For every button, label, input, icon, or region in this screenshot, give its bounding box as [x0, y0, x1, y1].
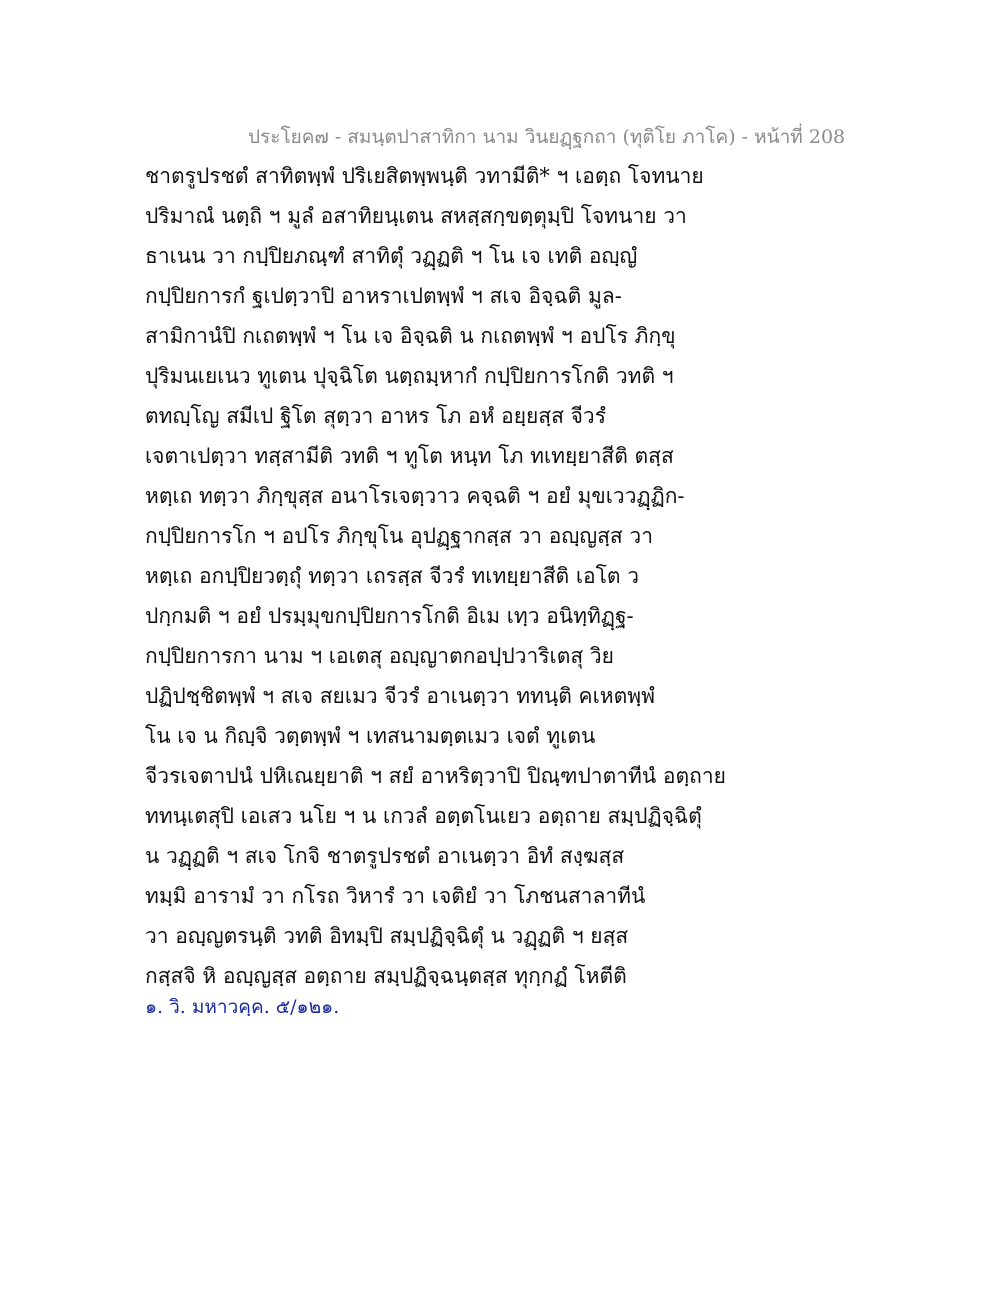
text-line: เจตาเปตฺวา ทสฺสามีติ วทติ ฯ ทูโต หนฺท โภ ทเทยฺยาสีติ ตสฺส: [145, 444, 674, 468]
text-line: กปฺปิยการกา นาม ฯ เอเตสุ อญฺญาตกอปฺปวาริเตสุ วิย: [145, 644, 614, 668]
text-line: ททนฺเตสุปิ เอเสว นโย ฯ น เกวลํ อตฺตโนเยว อตฺถาย สมฺปฏิจฺฉิตุํ: [145, 804, 702, 828]
text-line: หตฺเถ อกปฺปิยวตฺถุํ ทตฺวา เถรสฺส จีวรํ ทเทยฺยาสีติ เอโต ว: [145, 564, 640, 588]
text-line: ปริมาณํ นตฺถิ ฯ มูลํ อสาทิยนฺเตน สหสฺสกฺขตฺตุมฺปิ โจทนาย วา: [145, 204, 687, 228]
text-line: ปฏิปชฺชิตพฺพํ ฯ สเจ สยเมว จีวรํ อาเนตฺวา ททนฺติ คเหตพฺพํ: [145, 684, 655, 708]
text-line: ปกฺกมติ ฯ อยํ ปรมฺมุขกปฺปิยการโกติ อิเม เทฺว อนิทฺทิฏฺฐ-: [145, 604, 634, 628]
text-line: สามิกานํปิ กเถตพฺพํ ฯ โน เจ อิจฺฉติ น กเถตพฺพํ ฯ อปโร ภิกฺขุ: [145, 324, 676, 348]
text-line: ปุริมนเยเนว ทูเตน ปุจฺฉิโต นตฺถมฺหากํ กปฺปิยการโกติ วทติ ฯ: [145, 364, 674, 388]
page-header: ประโยค๗ - สมนฺตปาสาทิกา นาม วินยฏฺฐกถา (ทุติโย ภาโค) - หน้าที่ 208: [248, 126, 846, 148]
text-line: กปฺปิยการกํ ฐเปตฺวาปิ อาหราเปตพฺพํ ฯ สเจ อิจฺฉติ มูล-: [145, 284, 622, 308]
body-text: [145, 156, 865, 996]
text-line: กสฺสจิ หิ อญฺญสฺส อตฺถาย สมฺปฏิจฺฉนฺตสฺส ทุกฺกฏํ โหตีติ: [145, 964, 627, 988]
text-line: โน เจ น กิญฺจิ วตฺตพฺพํ ฯ เทสนามตฺตเมว เจตํ ทูเตน: [145, 724, 596, 748]
text-line: กปฺปิยการโก ฯ อปโร ภิกฺขุโน อุปฏฺฐากสฺส วา อญฺญสฺส วา: [145, 524, 653, 548]
text-line: น วฏฺฏติ ฯ สเจ โกจิ ชาตรูปรชตํ อาเนตฺวา อิทํ สงฺฆสฺส: [145, 844, 625, 868]
text-line: หตฺเถ ทตฺวา ภิกฺขุสฺส อนาโรเจตฺวาว คจฺฉติ ฯ อยํ มุขเววฏฺฏิก-: [145, 484, 685, 508]
text-line: วา อญฺญตรนฺติ วทติ อิทมฺปิ สมฺปฏิจฺฉิตุํ น วฏฺฏติ ฯ ยสฺส: [145, 924, 629, 948]
text-line: ตทญฺโญ สมีเป ฐิโต สุตฺวา อาหร โภ อหํ อยฺยสฺส จีวรํ: [145, 404, 606, 428]
text-line: ทมฺมิ อารามํ วา กโรถ วิหารํ วา เจติยํ วา โภชนสาลาทีนํ: [145, 884, 646, 908]
text-line: จีวรเจตาปนํ ปหิเณยฺยาติ ฯ สยํ อาหริตฺวาปิ ปิณฺฑปาตาทีนํ อตฺถาย: [145, 764, 726, 788]
text-line: ธาเนน วา กปฺปิยภณฺฑํ สาทิตุํ วฏฺฏติ ฯ โน เจ เทติ อญฺญํ: [145, 244, 638, 268]
footnote: ๑. วิ. มหาวคฺค. ๕/๑๒๑.: [145, 996, 340, 1018]
text-line: ชาตรูปรชตํ สาทิตพฺพํ ปริเยสิตพฺพนฺติ วทามีติ* ฯ เอตฺถ โจทนาย: [145, 164, 704, 188]
